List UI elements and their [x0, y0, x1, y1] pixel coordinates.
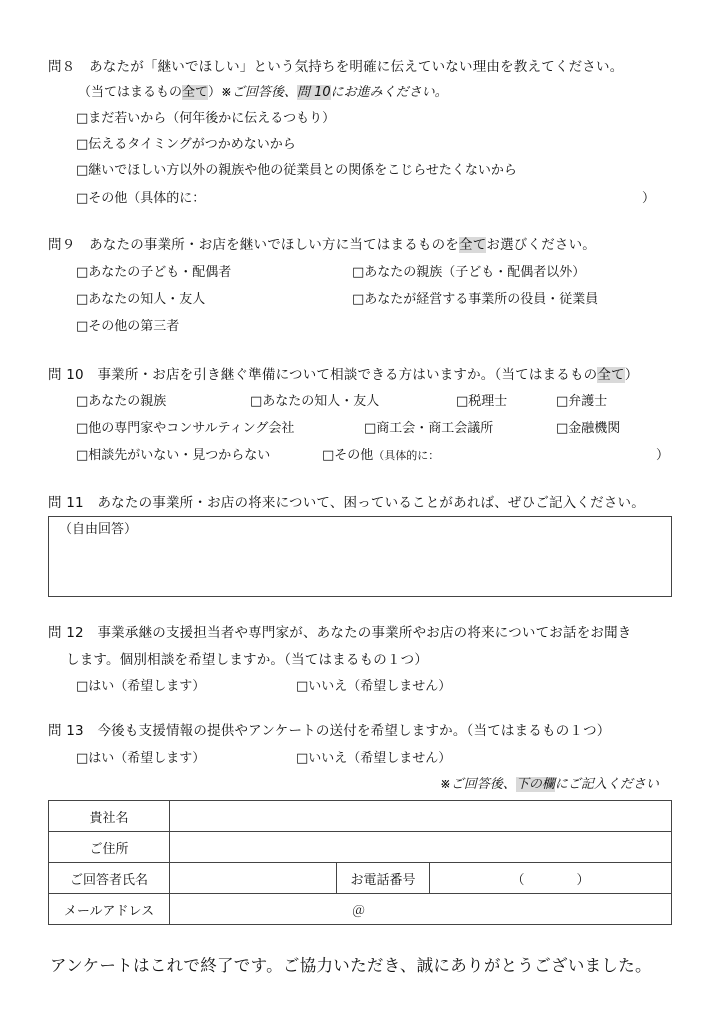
- q13-option-no[interactable]: □いいえ（希望しません）: [296, 751, 452, 766]
- q8-title: 問８ あなたが「継いでほしい」という気持ちを明確に伝えていない理由を教えてください。: [48, 59, 624, 75]
- email-label: メールアドレス: [49, 894, 170, 925]
- q10-option-other[interactable]: □その他（具体的に：: [322, 448, 440, 463]
- q9-option-third-party[interactable]: □その他の第三者: [76, 319, 180, 334]
- address-label: ご住所: [49, 832, 170, 863]
- q11-free-answer-label: （自由回答）: [59, 522, 138, 537]
- q13-title: 問 13 今後も支援情報の提供やアンケートの送付を希望しますか。（当てはまるもの１つ）: [48, 723, 611, 739]
- email-at-sign: ＠: [352, 903, 366, 919]
- phone-field[interactable]: （ ）: [430, 863, 672, 894]
- q10-option-acquaintance[interactable]: □あなたの知人・友人: [250, 394, 380, 409]
- q9-option-employee[interactable]: □あなたが経営する事業所の役員・従業員: [352, 292, 599, 307]
- q12-option-no[interactable]: □いいえ（希望しません）: [296, 679, 452, 694]
- q10-option-lawyer[interactable]: □弁護士: [556, 394, 608, 409]
- q11-title: 問 11 あなたの事業所・お店の将来について、困っていることがあれば、ぜひご記入ください。: [48, 495, 645, 511]
- q9-option-child-spouse[interactable]: □あなたの子ども・配偶者: [76, 265, 232, 280]
- q10-option-relatives[interactable]: □あなたの親族: [76, 394, 167, 409]
- q13-option-yes[interactable]: □はい（希望します）: [76, 751, 206, 766]
- address-field[interactable]: [170, 832, 672, 863]
- closing-message: アンケートはこれで終了です。ご協力いただき、誠にありがとうございました。: [50, 956, 652, 975]
- q12-option-yes[interactable]: □はい（希望します）: [76, 679, 206, 694]
- q9-option-relatives[interactable]: □あなたの親族（子ども・配偶者以外）: [352, 265, 586, 280]
- q8-instruction: （当てはまるもの全て）※ご回答後、問 10にお進みください。: [78, 85, 448, 100]
- q10-option-chamber[interactable]: □商工会・商工会議所: [364, 421, 494, 436]
- email-field[interactable]: [170, 894, 672, 925]
- q10-option-financial[interactable]: □金融機関: [556, 421, 621, 436]
- company-label: 貴社名: [49, 801, 170, 832]
- q10-option-tax-accountant[interactable]: □税理士: [456, 394, 508, 409]
- q10-title: 問 10 事業所・お店を引き継ぐ準備について相談できる方はいますか。（当てはまるもの全て）: [48, 367, 639, 383]
- respondent-info-table: [48, 800, 672, 925]
- q8-option-young[interactable]: □まだ若いから（何年後かに伝えるつもり）: [76, 111, 336, 126]
- q11-free-answer-box[interactable]: [48, 516, 672, 597]
- phone-label: お電話番号: [337, 863, 430, 894]
- q8-option-other[interactable]: □その他（具体的に：: [76, 191, 206, 206]
- q10-other-close-paren: ）: [656, 448, 670, 463]
- q8-option-relations[interactable]: □継いでほしい方以外の親族や他の従業員との関係をこじらせたくないから: [76, 163, 517, 178]
- q10-option-consultant[interactable]: □他の専門家やコンサルティング会社: [76, 421, 295, 436]
- q8-other-close-paren: ）: [642, 191, 656, 206]
- company-field[interactable]: [170, 801, 672, 832]
- q8-option-timing[interactable]: □伝えるタイミングがつかめないから: [76, 137, 296, 152]
- q12-title-line2: します。個別相談を希望しますか。（当てはまるもの１つ）: [66, 652, 429, 668]
- after-note: ※ご回答後、下の欄にご記入ください: [440, 777, 659, 792]
- respondent-label: ご回答者氏名: [49, 863, 170, 894]
- q9-option-acquaintance[interactable]: □あなたの知人・友人: [76, 292, 206, 307]
- q10-option-none[interactable]: □相談先がいない・見つからない: [76, 448, 271, 463]
- q9-title: 問９ あなたの事業所・お店を継いでほしい方に当てはまるものを全てお選びください。: [48, 237, 597, 253]
- q12-title-line1: 問 12 事業承継の支援担当者や専門家が、あなたの事業所やお店の将来についてお話をお聞き: [48, 625, 632, 641]
- respondent-field[interactable]: [170, 863, 337, 894]
